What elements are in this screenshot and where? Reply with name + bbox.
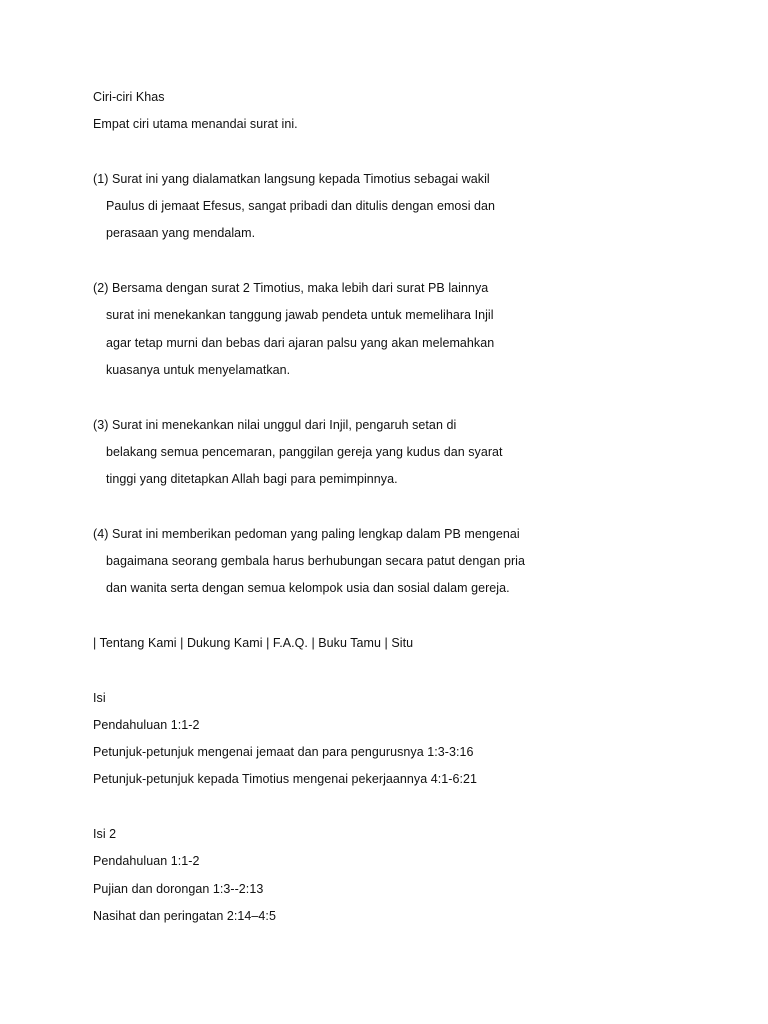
spacer [93, 657, 733, 684]
isi2-item: Pendahuluan 1:1-2 [93, 854, 200, 869]
spacer [93, 603, 733, 630]
point-2 [93, 275, 733, 384]
spacer [93, 493, 733, 520]
point-line: Paulus di jemaat Efesus, sangat pribadi dan ditulis dengan emosi dan [106, 199, 496, 214]
point-line: (2) Bersama dengan surat 2 Timotius, maka lebih dari surat PB lainnya [93, 281, 489, 296]
point-3 [93, 412, 733, 494]
point-line: (1) Surat ini yang dialamatkan langsung kepada Timotius sebagai wakil [93, 171, 490, 186]
point-line: perasaan yang mendalam. [106, 226, 256, 241]
intro-text: Empat ciri utama menandai surat ini. [93, 117, 298, 132]
isi2-item: Nasihat dan peringatan 2:14–4:5 [93, 908, 276, 923]
point-line: tinggi yang ditetapkan Allah bagi para pemimpinnya. [106, 472, 398, 487]
isi-item: Petunjuk-petunjuk mengenai jemaat dan para pengurusnya 1:3-3:16 [93, 745, 474, 760]
section-title: Ciri-ciri Khas [93, 90, 165, 104]
point-line: (3) Surat ini menekankan nilai unggul dari Injil, pengaruh setan di [93, 417, 457, 432]
isi2-section [93, 821, 733, 930]
isi2-item: Pujian dan dorongan 1:3--2:13 [93, 881, 264, 896]
point-line: bagaimana seorang gembala harus berhubungan secara patut dengan pria [106, 554, 525, 569]
spacer [93, 248, 733, 275]
point-line: agar tetap murni dan bebas dari ajaran palsu yang akan melemahkan [106, 335, 495, 350]
spacer [93, 139, 733, 166]
nav-line: | Tentang Kami | Dukung Kami | F.A.Q. | Buku Tamu | Situ [93, 635, 414, 650]
isi2-title: Isi 2 [93, 827, 117, 842]
isi-item: Pendahuluan 1:1-2 [93, 717, 200, 732]
point-1 [93, 166, 733, 248]
point-line: belakang semua pencemaran, panggilan gereja yang kudus dan syarat [106, 444, 503, 459]
spacer [93, 794, 733, 821]
point-line: surat ini menekankan tanggung jawab pendeta untuk memelihara Injil [106, 308, 494, 323]
point-line: (4) Surat ini memberikan pedoman yang paling lengkap dalam PB mengenai [93, 526, 520, 541]
document-page [93, 84, 733, 930]
point-4 [93, 521, 733, 603]
isi-item: Petunjuk-petunjuk kepada Timotius mengenai pekerjaannya 4:1-6:21 [93, 772, 478, 787]
isi-title: Isi [93, 690, 106, 705]
isi-section [93, 685, 733, 794]
spacer [93, 384, 733, 411]
point-line: dan wanita serta dengan semua kelompok usia dan sosial dalam gereja. [106, 581, 510, 596]
point-line: kuasanya untuk menyelamatkan. [106, 362, 291, 377]
